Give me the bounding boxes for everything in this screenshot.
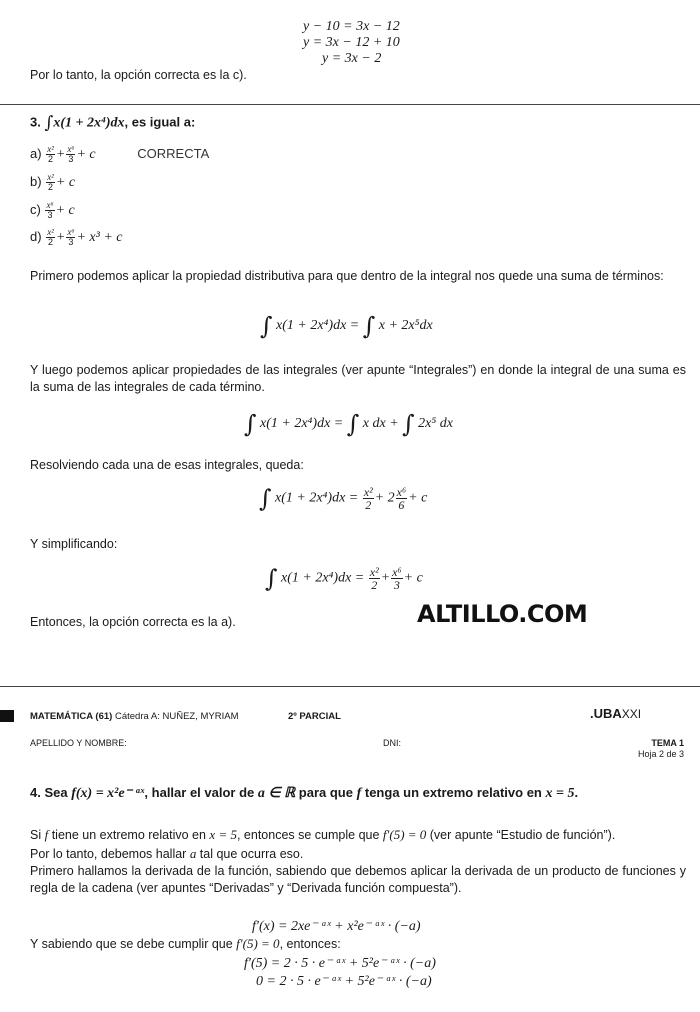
q3-equation-2: ∫ x(1 + 2x⁴)dx = ∫ x dx + ∫ 2x⁵ dx	[244, 410, 453, 438]
q4-equation-1: f′(x) = 2xe⁻ ᵃˣ + x²e⁻ ᵃˣ · (−a)	[252, 919, 421, 934]
correct-badge: CORRECTA	[137, 145, 210, 161]
divider	[0, 104, 700, 105]
q4-title: 4. Sea f(x) = x²e⁻ ᵃˣ, hallar el valor de a ∈ ℝ para que f tenga un extremo relativo en x = 5.	[30, 785, 579, 801]
q4-equation-2: f′(5) = 2 · 5 · e⁻ ᵃˣ + 5²e⁻ ᵃˣ · (−a)	[244, 956, 436, 971]
q4-paragraph-4: Y sabiendo que se debe cumplir que f′(5) = 0, entonces:	[30, 936, 341, 951]
top-equation-line-2: y = 3x − 12 + 10	[303, 35, 400, 50]
q4-paragraph-3: Primero hallamos la derivada de la función, sabiendo que debemos aplicar la derivada de un producto de funciones y regla de la cadena (ver apuntes “Derivadas” y “Derivada función compuesta”).	[30, 864, 686, 895]
q3-paragraph-2: Y luego podemos aplicar propiedades de las integrales (ver apunte “Integrales”) en donde la integral de una suma es la suma de las integrales de cada término.	[30, 363, 686, 394]
q3-equation-1: ∫ x(1 + 2x⁴)dx = ∫ x + 2x⁵dx	[260, 312, 433, 340]
top-conclusion: Por lo tanto, la opción correcta es la c).	[30, 68, 247, 82]
q4-equation-3: 0 = 2 · 5 · e⁻ ᵃˣ + 5²e⁻ ᵃˣ · (−a)	[256, 974, 432, 989]
q4-paragraph-1: Si f tiene un extremo relativo en x = 5, entonces se cumple que f′(5) = 0 (ver apunte “Estudio de función”).	[30, 827, 616, 842]
q3-option-c: c) $\frac{\text{x⁶}}{3}$ + c	[30, 200, 75, 220]
top-equation-line-1: y − 10 = 3x − 12	[303, 19, 400, 34]
q3-title: 3. ∫x(1 + 2x⁴)dx, es igual a:	[30, 113, 196, 133]
tema-label: TEMA 1	[651, 738, 684, 748]
q3-paragraph-3: Resolviendo cada una de esas integrales, queda:	[30, 458, 304, 472]
integral-icon: ∫	[44, 113, 54, 133]
divider	[0, 686, 700, 687]
top-equation-line-3: y = 3x − 2	[322, 51, 382, 66]
q3-paragraph-1: Primero podemos aplicar la propiedad distributiva para que dentro de la integral nos quede una suma de términos:	[30, 269, 664, 283]
parcial-label: 2º PARCIAL	[288, 711, 341, 722]
q4-paragraph-2: Por lo tanto, debemos hallar a tal que ocurra eso.	[30, 846, 304, 861]
apellido-label: APELLIDO Y NOMBRE:	[30, 738, 127, 748]
q3-option-b: b) $\frac{\text{x²}}{2}$ + c	[30, 172, 76, 192]
q3-conclusion: Entonces, la opción correcta es la a).	[30, 615, 236, 629]
course-header: MATEMÁTICA (61) Cátedra A: NUÑEZ, MYRIAM	[30, 711, 239, 722]
header-marker	[0, 710, 14, 722]
page-indicator: Hoja 2 de 3	[637, 749, 684, 759]
q3-equation-3: ∫ x(1 + 2x⁴)dx = $\frac{\text{x²}}{2}$ + 2 $\frac{\text{x⁶}}{6}$ + c	[259, 484, 428, 513]
dni-label: DNI:	[383, 738, 401, 748]
uba-logo: .UBAXXI	[590, 706, 642, 721]
q3-equation-4: ∫ x(1 + 2x⁴)dx = $\frac{\text{x²}}{2}$ + $\frac{\text{x⁶}}{3}$ + c	[265, 564, 423, 593]
q3-option-a: a) $\frac{\text{x²}}{2}$ + $\frac{\text{x⁶}}{3}$ + c CORRECTA	[30, 144, 210, 164]
watermark-logo: ALTILLO.COM	[417, 600, 588, 628]
q3-paragraph-4: Y simplificando:	[30, 537, 118, 551]
q3-option-d: d) $\frac{\text{x²}}{2}$ + $\frac{\text{x⁶}}{3}$ + x³ + c	[30, 227, 123, 247]
